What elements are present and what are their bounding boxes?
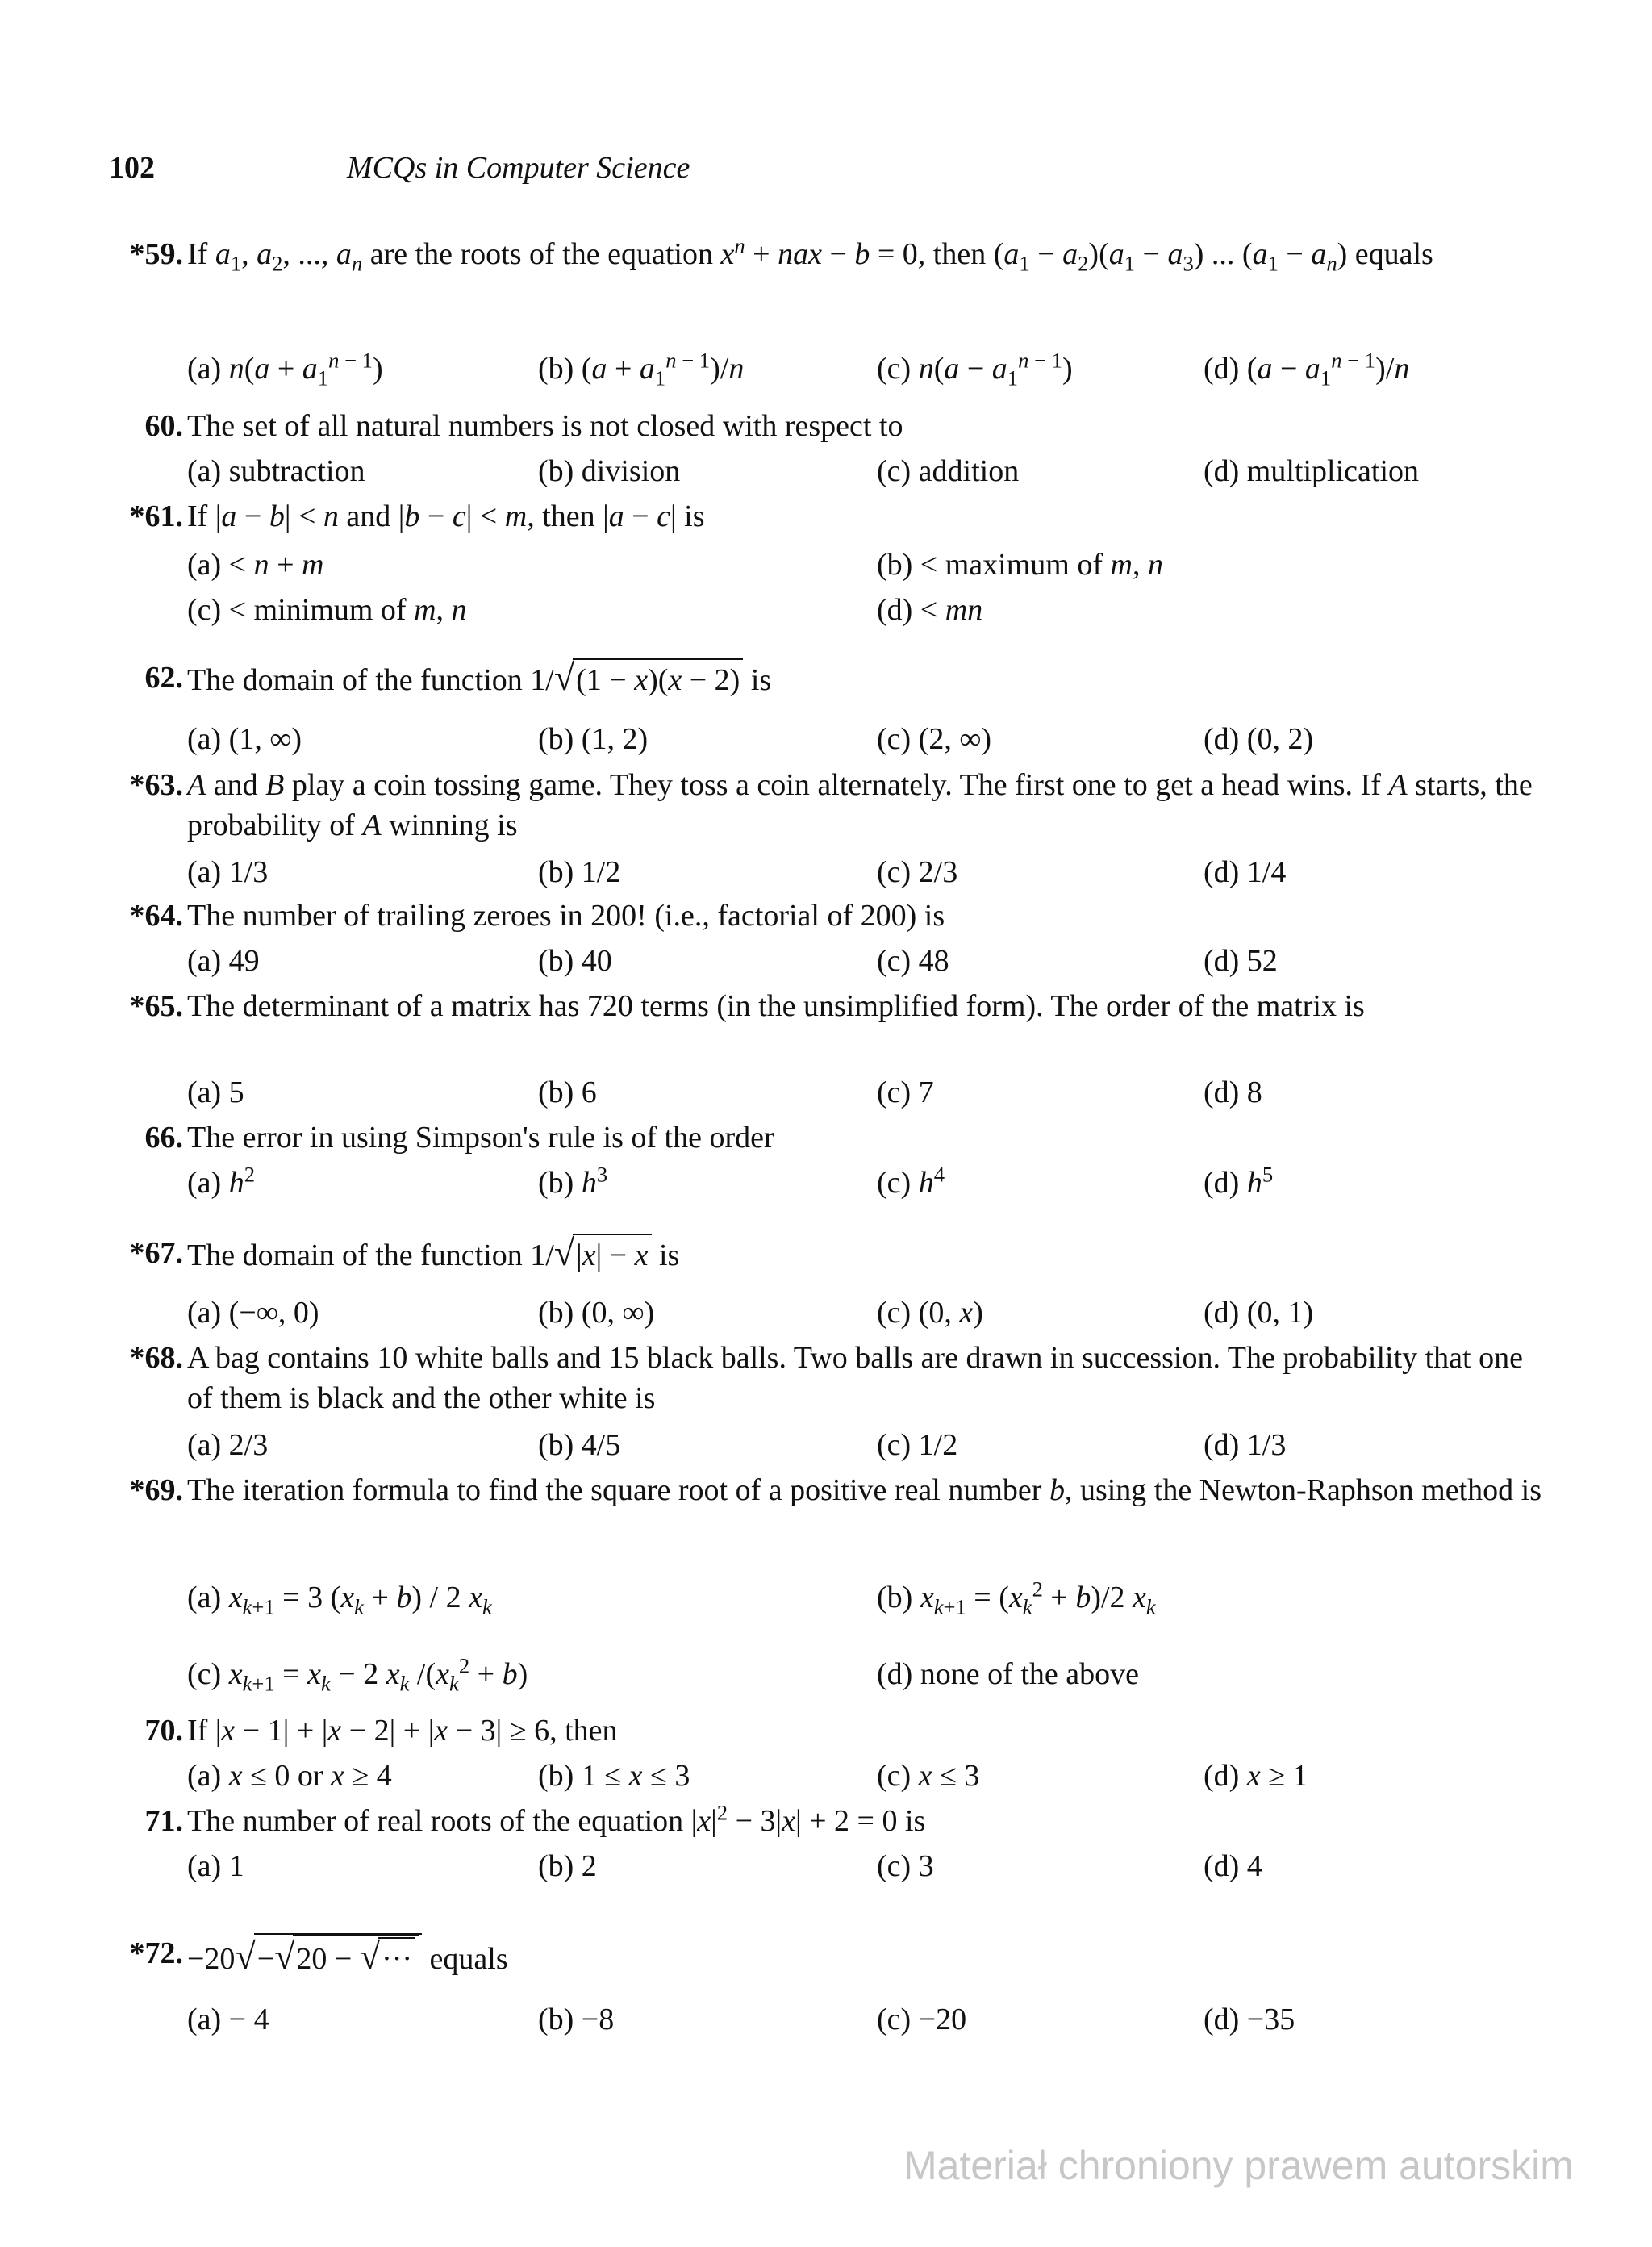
copyright-watermark: Materiał chroniony prawem autorskim: [903, 2143, 1574, 2188]
question-stem: The domain of the function 1/√|x| − x is: [187, 1233, 1542, 1276]
option-d: (d) multiplication: [1204, 454, 1420, 488]
option-c: (c) 48: [877, 944, 949, 978]
question-stem: The determinant of a matrix has 720 terms (in the unsimplified form). The order of the matrix is: [187, 989, 1365, 1023]
option-b: (b) (1, 2): [538, 722, 649, 756]
question-stem: A and B play a coin tossing game. They toss a coin alternately. The first one to get a head wins. If A starts, the probability of A winning is: [187, 768, 1533, 842]
question-stem: The iteration formula to find the square root of a positive real number b, using the Newton-Raphson method is: [187, 1473, 1541, 1507]
option-a: (a) 1/3: [187, 855, 269, 889]
option-c: (c) 3: [877, 1849, 934, 1883]
option-d: (d) 4: [1204, 1849, 1262, 1883]
page-header: [109, 150, 690, 186]
option-c: (c) $h^4$: [877, 1162, 945, 1200]
question-70: [0, 1710, 1652, 1751]
option-a: (a) < n + m: [187, 548, 324, 582]
option-c: (c) (0, x): [877, 1296, 983, 1330]
running-title: MCQs in Computer Science: [347, 151, 690, 185]
question-60: [0, 406, 1652, 446]
option-a: (a) $n(a + a_1^{n - 1})$: [187, 348, 383, 391]
option-c: (c) 7: [877, 1075, 934, 1109]
question-number: *63.: [129, 768, 183, 802]
question-number: 66.: [144, 1121, 183, 1155]
option-a: (a) − 4: [187, 2003, 269, 2036]
option-b: (b) division: [538, 454, 681, 488]
question-stem: The error in using Simpson's rule is of the order: [187, 1121, 774, 1155]
option-b: (b) $h^3$: [538, 1162, 608, 1200]
option-a: (a) subtraction: [187, 454, 365, 488]
option-a: (a) $h^2$: [187, 1162, 255, 1200]
question-number: *67.: [129, 1236, 183, 1270]
question-stem: The domain of the function 1/√(1 − x)(x − 2) is: [187, 658, 1542, 700]
question-63: [0, 765, 1652, 846]
question-number: *68.: [129, 1341, 183, 1375]
question-number: *65.: [129, 989, 183, 1023]
question-stem: If |x − 1| + |x − 2| + |x − 3| ≥ 6, then: [187, 1714, 618, 1748]
option-b: (b) 4/5: [538, 1428, 621, 1462]
option-d: (d) 1/4: [1204, 855, 1287, 889]
option-d: (d) (0, 1): [1204, 1296, 1314, 1330]
option-c: (c) < minimum of m, n: [187, 593, 467, 627]
option-b: (b) 1/2: [538, 855, 621, 889]
option-a: (a) $x_{k+1} = 3$ $(x_k + b) / 2$ $x_k$: [187, 1581, 492, 1619]
option-b: (b) 2: [538, 1849, 597, 1883]
option-d: (d) (0, 2): [1204, 722, 1314, 756]
option-a: (a) 1: [187, 1849, 244, 1883]
question-61: [0, 496, 1652, 537]
option-c: (c) $n(a - a_1^{n - 1})$: [877, 348, 1073, 391]
question-69: [0, 1470, 1652, 1551]
question-number: *72.: [129, 1936, 183, 1970]
option-b: (b) (0, ∞): [538, 1296, 655, 1330]
option-d: (d) < mn: [877, 593, 983, 627]
option-c: (c) 2/3: [877, 855, 958, 889]
question-number: *59.: [129, 237, 183, 271]
option-d: (d) x ≥ 1: [1204, 1759, 1308, 1793]
question-stem: The set of all natural numbers is not closed with respect to: [187, 409, 903, 443]
question-number: *64.: [129, 899, 183, 933]
option-b: (b) −8: [538, 2003, 615, 2036]
question-66: [0, 1117, 1652, 1158]
question-64: [0, 896, 1652, 936]
option-c: (c) x ≤ 3: [877, 1759, 980, 1793]
question-65: [0, 986, 1652, 1067]
option-c: (c) addition: [877, 454, 1020, 488]
option-a: (a) 5: [187, 1075, 244, 1109]
option-c: (c) 1/2: [877, 1428, 958, 1462]
question-stem: −20√−√20 − √··· equals: [187, 1933, 1542, 1979]
question-67: [0, 1233, 1652, 1273]
question-number: *61.: [129, 499, 183, 533]
question-68: [0, 1338, 1652, 1418]
option-d: (d) 8: [1204, 1075, 1262, 1109]
option-a: (a) 49: [187, 944, 260, 978]
option-d: (d) −35: [1204, 2003, 1295, 2036]
question-72: [0, 1933, 1652, 1982]
option-b: (b) $x_{k+1} = (x_k^2 + b)/2$ $x_k$: [877, 1577, 1156, 1619]
option-b: (b) 6: [538, 1075, 597, 1109]
option-b: (b) < maximum of m, n: [877, 548, 1163, 582]
option-a: (a) 2/3: [187, 1428, 269, 1462]
option-d: (d) $(a - a_1^{n - 1})/n$: [1204, 348, 1410, 391]
option-c: (c) $x_{k+1} = x_k - 2$ $x_k$ $/(x_k^2 + b)$: [187, 1653, 528, 1696]
option-d: (d) 1/3: [1204, 1428, 1287, 1462]
option-a: (a) (−∞, 0): [187, 1296, 319, 1330]
question-62: [0, 658, 1652, 698]
question-number: 60.: [144, 409, 183, 443]
question-59: [0, 234, 1652, 315]
option-d: (d) $h^5$: [1204, 1162, 1274, 1200]
question-number: 70.: [144, 1714, 183, 1748]
page-number: 102: [109, 151, 155, 185]
option-d: (d) none of the above: [877, 1657, 1139, 1691]
option-d: (d) 52: [1204, 944, 1278, 978]
question-number: *69.: [129, 1473, 183, 1507]
option-c: (c) (2, ∞): [877, 722, 992, 756]
question-stem: If $a_1$, $a_2$, ..., $a_n$ are the roots of the equation $x^n$ + nax − b = 0, then $(a_1 - a_2)(a_1 - a_3)$ ... $(a_1 - a_n)$ equals: [187, 233, 1433, 276]
question-number: 62.: [144, 661, 183, 695]
question-71: [0, 1801, 1652, 1841]
question-stem: A bag contains 10 white balls and 15 black balls. Two balls are drawn in succession. The probability that one of them is black and the other white is: [187, 1341, 1523, 1415]
question-number: 71.: [144, 1804, 183, 1838]
option-b: (b) 40: [538, 944, 612, 978]
question-stem: The number of trailing zeroes in 200! (i.e., factorial of 200) is: [187, 899, 945, 933]
option-a: (a) x ≤ 0 or x ≥ 4: [187, 1759, 392, 1793]
question-stem: If |a − b| < n and |b − c| < m, then |a − c| is: [187, 499, 705, 533]
option-b: (b) $(a + a_1^{n - 1})/n$: [538, 348, 745, 391]
option-c: (c) −20: [877, 2003, 967, 2036]
option-a: (a) (1, ∞): [187, 722, 302, 756]
option-b: (b) 1 ≤ x ≤ 3: [538, 1759, 690, 1793]
question-stem: The number of real roots of the equation $|x|^2 - 3|x| + 2 = 0$ is: [187, 1800, 926, 1838]
